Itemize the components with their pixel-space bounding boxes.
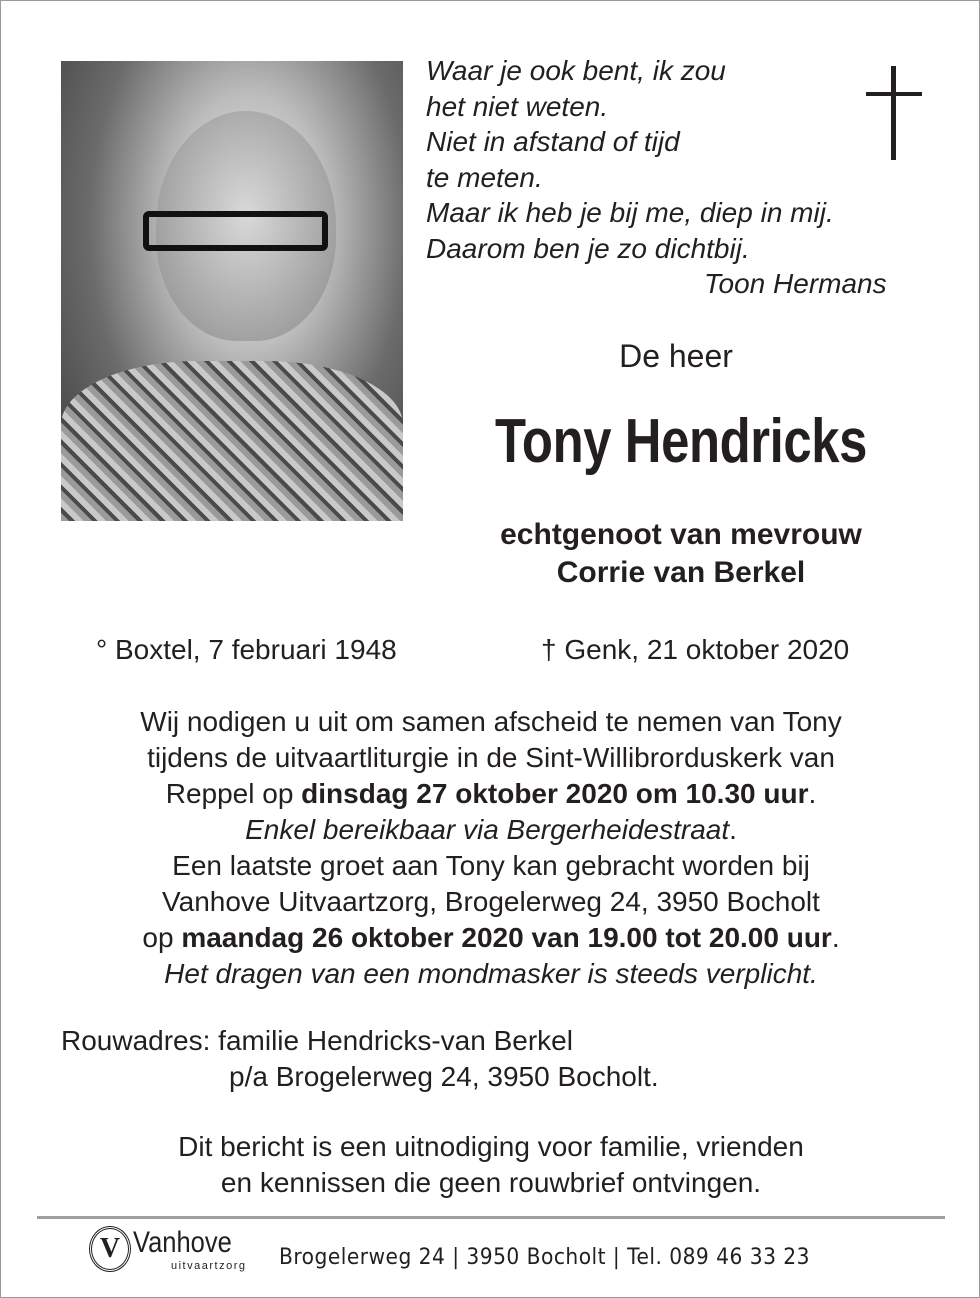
poem-line: het niet weten. <box>426 90 609 122</box>
logo-brand: Vanhove <box>133 1226 232 1259</box>
text-line: Rouwadres: familie Hendricks-van Berkel <box>61 1025 573 1056</box>
spouse-name: Corrie van Berkel <box>556 556 806 589</box>
text-line: p/a Brogelerweg 24, 3950 Bocholt. <box>229 1061 659 1092</box>
funeral-datetime: dinsdag 27 oktober 2020 om 10.30 uur <box>301 778 809 809</box>
portrait-photo <box>61 61 403 521</box>
text-line: Een laatste groet aan Tony kan gebracht worden bij <box>172 850 810 881</box>
vanhove-logo <box>89 1226 269 1276</box>
poem-author: Toon Hermans <box>704 268 887 299</box>
poem-line: Daarom ben je zo dichtbij. <box>426 232 750 264</box>
visitation-datetime: maandag 26 oktober 2020 van 19.00 tot 20.00 uur <box>181 922 832 953</box>
divider <box>37 1216 945 1219</box>
cross-small-icon: † <box>541 634 557 665</box>
invitation-text <box>41 704 941 992</box>
logo-mark-icon: V <box>89 1226 131 1272</box>
text-line: Dit bericht is een uitnodiging voor familie, vrienden <box>178 1131 804 1162</box>
death-text: Genk, 21 oktober 2020 <box>564 634 850 665</box>
text: . <box>729 814 737 845</box>
mask-note: Het dragen van een mondmasker is steeds verplicht. <box>164 958 818 989</box>
text-line: en kennissen die geen rouwbrief ontvingen. <box>220 1167 762 1198</box>
poem <box>426 53 887 302</box>
cross-icon <box>866 66 922 160</box>
text-line <box>41 776 941 812</box>
deceased-name: Tony Hendricks <box>495 407 867 476</box>
poem-line: Maar ik heb je bij me, diep in mij. <box>426 197 834 228</box>
text: . <box>808 778 817 809</box>
spouse-info <box>421 516 941 592</box>
mourning-address <box>61 1023 659 1095</box>
honorific: De heer <box>619 338 733 374</box>
text: Reppel op <box>165 778 302 809</box>
text-line <box>41 812 941 848</box>
poem-line: Niet in afstand of tijd <box>426 126 680 157</box>
death-info <box>541 634 849 666</box>
text: op <box>142 922 182 953</box>
spouse-line: echtgenoot van mevrouw <box>500 518 862 551</box>
closing-note <box>41 1129 941 1201</box>
logo-subtitle: uitvaartzorg <box>171 1260 247 1272</box>
text-line: Wij nodigen u uit om samen afscheid te nemen van Tony <box>140 706 842 737</box>
footer-contact: Brogelerweg 24 | 3950 Bocholt | Tel. 089 46 33 23 <box>279 1245 810 1270</box>
text-line <box>41 956 941 992</box>
text-line: Vanhove Uitvaartzorg, Brogelerweg 24, 3950 Bocholt <box>162 886 820 917</box>
access-note: Enkel bereikbaar via Bergerheidestraat <box>245 814 730 845</box>
poem-line: te meten. <box>426 161 543 193</box>
birth-info: ° Boxtel, 7 februari 1948 <box>96 634 397 665</box>
text: . <box>831 922 840 953</box>
poem-line: Waar je ook bent, ik zou <box>426 55 726 86</box>
text-line <box>41 920 941 956</box>
text-line: tijdens de uitvaartliturgie in de Sint-Willibrorduskerk van <box>147 742 835 773</box>
